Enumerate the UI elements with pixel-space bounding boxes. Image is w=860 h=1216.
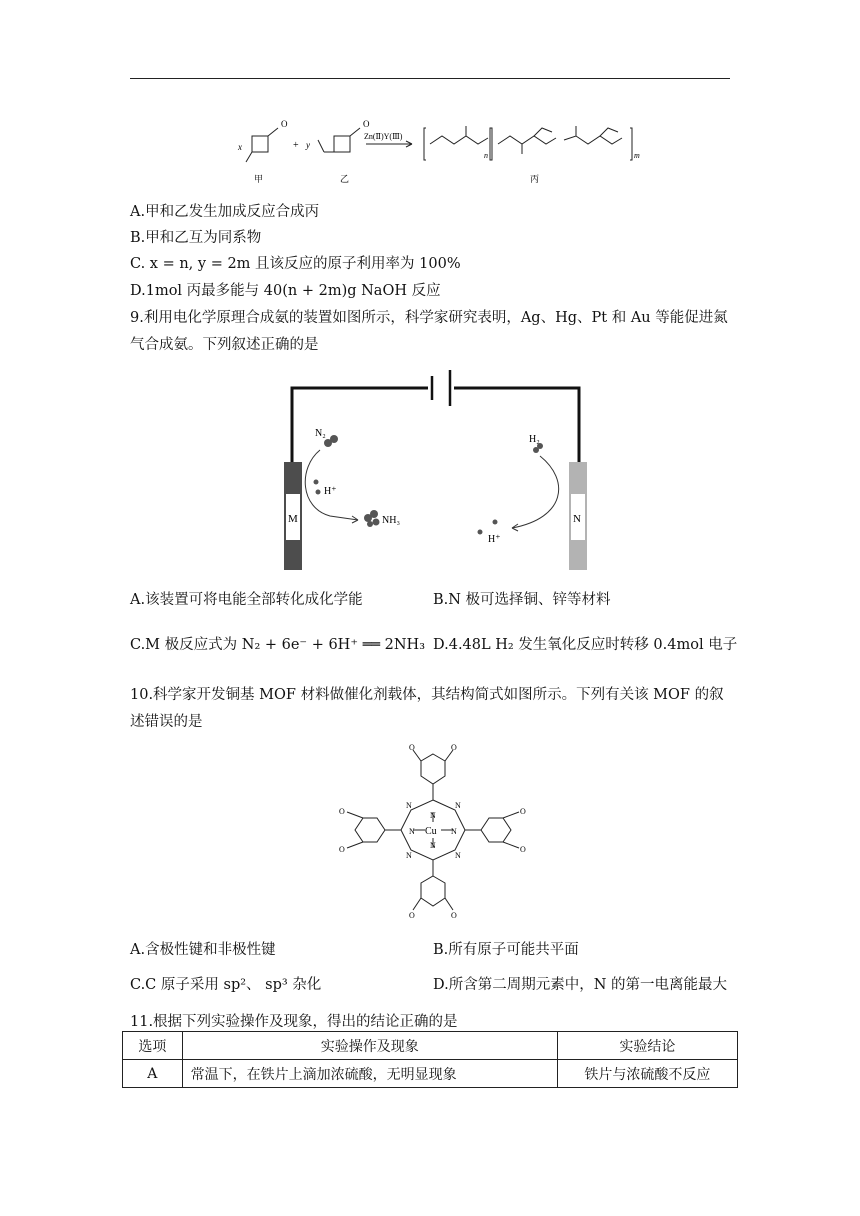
n-atom: N xyxy=(430,811,436,820)
q10-option-a: A.含极性键和非极性键 xyxy=(130,942,276,958)
label-bing: 丙 xyxy=(530,174,540,184)
n-atom: N xyxy=(406,851,412,860)
q10-stem-line1: 10.科学家开发铜基 MOF 材料做催化剂载体，其结构简式如图所示。下列有关该 MOF 的叙 xyxy=(130,687,724,703)
coeff-x: x xyxy=(238,142,242,152)
q11-table xyxy=(122,1031,738,1088)
q8-option-a: A.甲和乙发生加成反应合成丙 xyxy=(130,204,320,220)
n-atom: N xyxy=(455,801,461,810)
header-operation: 实验操作及现象 xyxy=(182,1032,557,1060)
q9-option-b: B.N 极可选择铜、锌等材料 xyxy=(433,592,611,608)
q10-option-b: B.所有原子可能共平面 xyxy=(433,942,579,958)
q8-option-d: D.1mol 丙最多能与 40(n + 2m)g NaOH 反应 xyxy=(130,283,441,299)
q10-option-d: D.所含第二周期元素中，N 的第一电离能最大 xyxy=(433,977,728,993)
subscript-n: n xyxy=(484,151,488,160)
catalyst-label: Zn(Ⅱ)Y(Ⅲ) xyxy=(364,132,403,141)
header-option: 选项 xyxy=(123,1032,183,1060)
n2-label: N₂ xyxy=(315,428,326,439)
header-rule xyxy=(130,78,730,79)
o-atom: O xyxy=(451,911,457,920)
cu-center: Cu xyxy=(425,826,437,837)
n-atom: N xyxy=(451,827,457,836)
o-atom: O xyxy=(520,807,526,816)
q8-option-b: B.甲和乙互为同系物 xyxy=(130,230,262,246)
nh3-label: NH₃ xyxy=(382,515,400,526)
h2-label: H₂ xyxy=(529,434,540,445)
o-atom: O xyxy=(409,911,415,920)
carbonyl-o-label: O xyxy=(363,119,370,129)
q10-stem-line2: 述错误的是 xyxy=(130,714,203,730)
o-atom: O xyxy=(451,743,457,752)
h-plus-right: H⁺ xyxy=(488,534,501,545)
cu-mof-structure xyxy=(333,740,533,920)
n-atom: N xyxy=(430,841,436,850)
q9-option-d: D.4.48L H₂ 发生氧化反应时转移 0.4mol 电子 xyxy=(433,637,738,653)
o-atom: O xyxy=(339,845,345,854)
header-conclusion: 实验结论 xyxy=(557,1032,737,1060)
coeff-y: y xyxy=(306,140,310,150)
n-atom: N xyxy=(455,851,461,860)
carbonyl-o-label: O xyxy=(281,119,288,129)
o-atom: O xyxy=(339,807,345,816)
polymerization-scheme xyxy=(230,110,650,190)
q9-stem-line2: 气合成氨。下列叙述正确的是 xyxy=(130,337,319,353)
o-atom: O xyxy=(409,743,415,752)
q9-option-a: A.该装置可将电能全部转化成化学能 xyxy=(130,592,363,608)
n-atom: N xyxy=(409,827,415,836)
row-option: A xyxy=(123,1060,183,1088)
electrode-m-label: M xyxy=(288,513,298,525)
plus-sign: + xyxy=(293,140,299,151)
q9-stem-line1: 9.利用电化学原理合成氨的装置如图所示，科学家研究表明，Ag、Hg、Pt 和 Au 等能促进氮 xyxy=(130,310,728,326)
label-jia: 甲 xyxy=(254,174,264,184)
q8-option-c: C. x = n, y = 2m 且该反应的原子利用率为 100% xyxy=(130,256,461,272)
n-atom: N xyxy=(406,801,412,810)
o-atom: O xyxy=(520,845,526,854)
q11-stem: 11.根据下列实验操作及现象，得出的结论正确的是 xyxy=(130,1014,458,1030)
q9-option-c: C.M 极反应式为 N₂ + 6e⁻ + 6H⁺ ══ 2NH₃ xyxy=(130,637,426,653)
subscript-m: m xyxy=(634,151,640,160)
q10-option-c: C.C 原子采用 sp²、 sp³ 杂化 xyxy=(130,977,322,993)
row-conclusion: 铁片与浓硫酸不反应 xyxy=(557,1060,737,1088)
row-operation: 常温下，在铁片上滴加浓硫酸，无明显现象 xyxy=(182,1060,557,1088)
table-row xyxy=(123,1060,738,1088)
label-yi: 乙 xyxy=(340,174,350,184)
table-header-row xyxy=(123,1032,738,1060)
h-plus-left: H⁺ xyxy=(324,486,337,497)
electrode-n-label: N xyxy=(573,513,581,525)
electrolysis-figure xyxy=(270,368,600,573)
